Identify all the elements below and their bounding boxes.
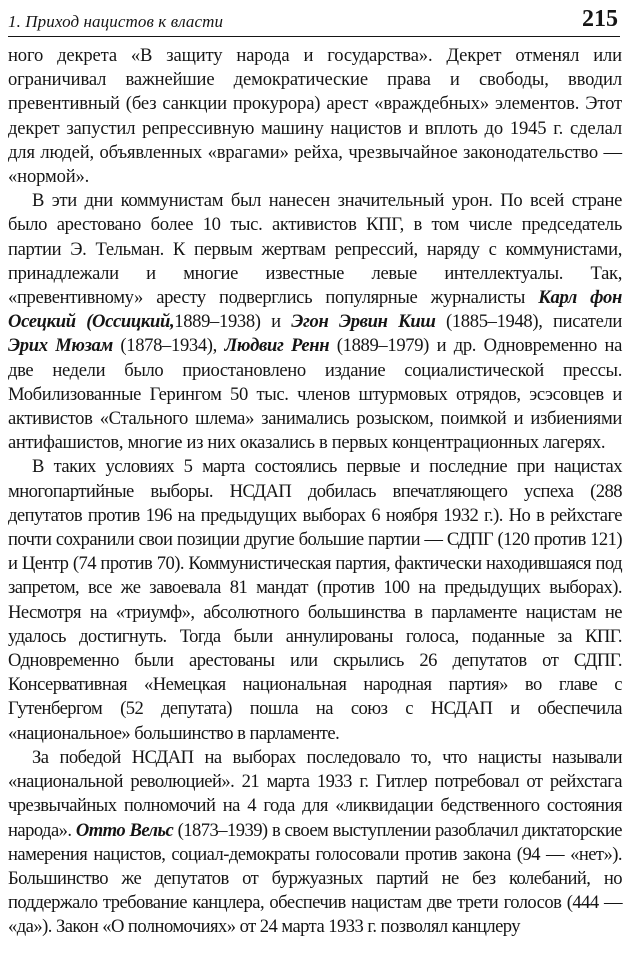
text-run: (1873–1939) в своем выступлении разоблачил диктаторские намерения нацистов, социал-демократы голосовали против закона (94 — «нет»). Большинство же депутатов от буржуазных партий не без колебаний, но поддержало требование канцлера, обеспечив нацистам две трети голосов (444 — «да»). Закон «О полномочиях» от 24 марта 1933 г. позволял канцлеру bbox=[8, 819, 622, 938]
text-run: В таких условиях 5 марта состоялись первые и последние при нацистах многопартийные выборы. НСДАП добилась впечатляющего успеха (288 депутатов против 196 на предыдущих выборах 6 ноября 1932 г.). Но в рейхстаге почти сохранили свои позиции другие большие партии — СДПГ (120 против 121) и Центр (74 против 70). Коммунистическая партия, фактически находившаяся под запретом, все же завоевала 81 мандат (против 100 на предыдущих выборах). Несмотря на «триумф», абсолютного большинства в парламенте нацистам не удалось достигнуть. Тогда были аннулированы голоса, поданные за КПГ. Одновременно были арестованы или скрылись 26 депутатов от СДПГ. Консервативная «Немецкая национальная народная партия» во главе с Гутенбергом (52 депутата) пошла на союз с НСДАП и обеспечила «национальное» большинство в парламенте. bbox=[8, 456, 622, 744]
person-name: Эрих Мюзам bbox=[8, 335, 113, 357]
header-rule bbox=[8, 36, 620, 37]
paragraph bbox=[8, 189, 622, 455]
paragraph bbox=[8, 44, 622, 189]
person-name: Карл фон Осецкий (Оссицкий, bbox=[8, 287, 622, 333]
text-run: (1889–1979) и др. Одновременно на две недели было приостановлено издание социалистической прессы. Мобилизованные Герингом 50 тыс. членов штурмовых отрядов, эсэсовцев и активистов «Стального шлема» занимались розыском, поимкой и избиениями антифашистов, многие из них оказались в первых концентрационных лагерях. bbox=[8, 335, 622, 454]
text-run: 1889–1938) и bbox=[174, 311, 292, 333]
text-run: В эти дни коммунистам был нанесен значительный урон. По всей стране было арестовано более 10 тыс. активистов КПГ, в том числе председатель партии Э. Тельман. К первым жертвам репрессий, наряду с коммунистами, принадлежали и многие известные левые интеллектуалы. Так, «превентивному» аресту подверглись популярные журналисты bbox=[8, 190, 622, 309]
running-title: 1. Приход нацистов к власти bbox=[8, 12, 224, 31]
person-name: Отто Вельс bbox=[75, 819, 174, 841]
text-run: (1885–1948), писатели bbox=[435, 311, 622, 333]
text-run: За победой НСДАП на выборах последовало то, что нацисты называли «национальной революцией». 21 марта 1933 г. Гитлер потребовал от рейхстага чрезвычайных полномочий на 4 года для «ликвидации бедственного состояния народа». bbox=[8, 746, 622, 841]
person-name: Эгон Эрвин Киш bbox=[291, 311, 436, 333]
page-header bbox=[8, 6, 620, 36]
person-name: Людвиг Ренн bbox=[224, 335, 330, 357]
page-number: 215 bbox=[582, 6, 618, 32]
body-text bbox=[8, 44, 622, 940]
text-run: ного декрета «В защиту народа и государства». Декрет отменял или ограничивал важнейшие демократические права и свободы, вводил превентивный (без санкции прокурора) арест «враждебных» элементов. Этот декрет запустил репрессивную машину нацистов и вплоть до 1945 г. сделал для людей, объявленных «врагами» рейха, чрезвычайное законодательство — «нормой». bbox=[8, 45, 622, 188]
paragraph bbox=[8, 746, 622, 940]
paragraph bbox=[8, 455, 622, 745]
text-run: (1878–1934), bbox=[112, 335, 225, 357]
